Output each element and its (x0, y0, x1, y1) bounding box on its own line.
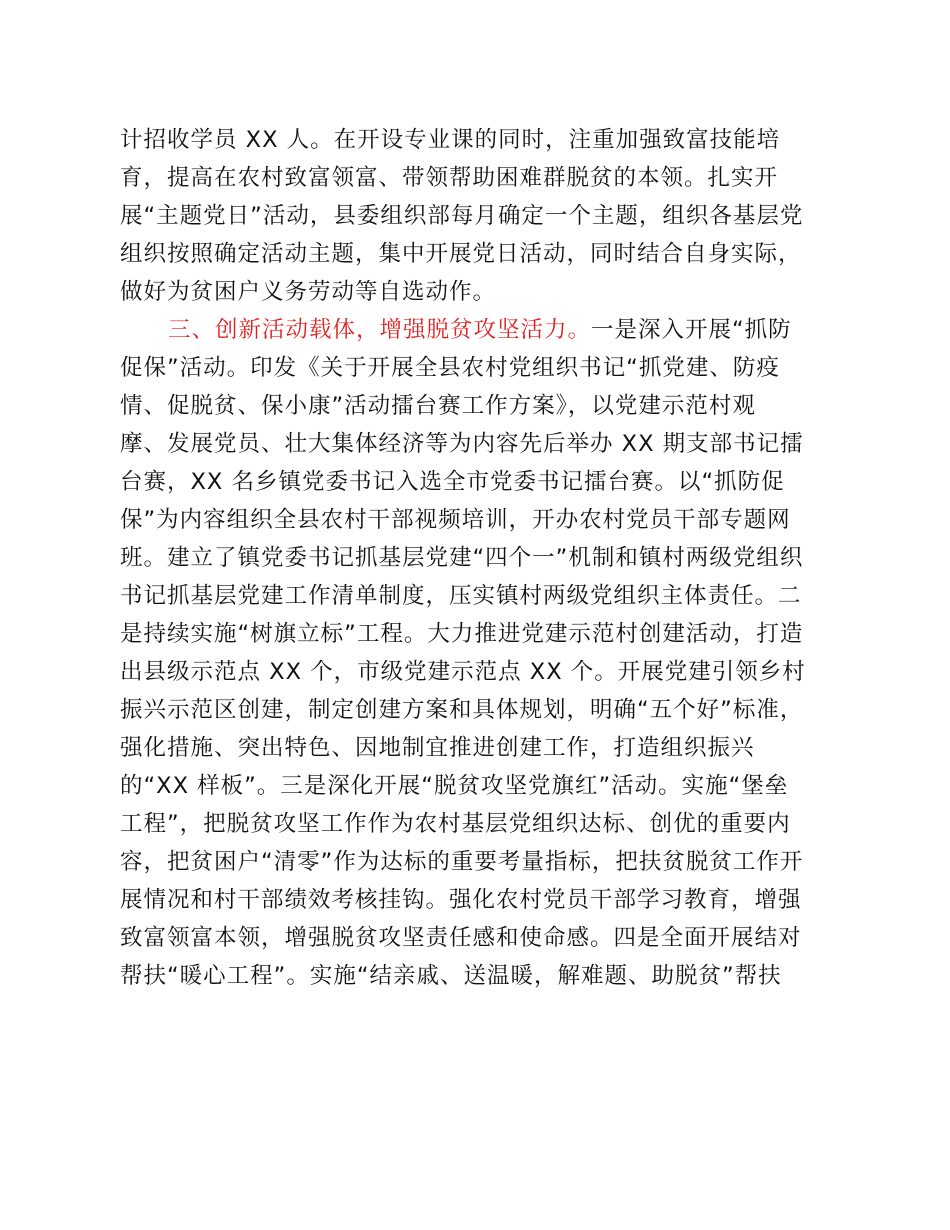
paragraph1-line-2: 育，提高在农村致富领富、带领帮助困难群脱贫的本领。扎实开 (120, 165, 779, 191)
paragraph2-line-6: 班。建立了镇党委书记抓基层党建“四个一”机制和镇村两级党组织 (120, 545, 804, 571)
section3-first-line (120, 311, 830, 349)
paragraph1-line-1: 计招收学员 XX 人。在开设专业课的同时，注重加强致富技能培 (120, 127, 781, 153)
paragraph2-line-17: 帮扶“暖心工程”。实施“结亲戚、送温暖，解难题、助脱贫”帮扶 (120, 963, 782, 989)
section3-first-line-rest: 一是深入开展“抓防 (591, 317, 792, 343)
body-text (120, 121, 830, 995)
paragraph2-line-5: 保”为内容组织全县农村干部视频培训，开办农村党员干部专题网 (120, 507, 791, 533)
paragraph2-line-3: 摩、发展党员、壮大集体经济等为内容先后举办 XX 期支部书记擂 (120, 431, 804, 457)
paragraph2-line-2: 情、促脱贫、保小康”活动擂台赛工作方案》，以党建示范村观 (120, 393, 756, 419)
paragraph2-line-8: 是持续实施“树旗立标”工程。大力推进党建示范村创建活动，打造 (120, 621, 804, 647)
paragraph2-line-1: 促保”活动。印发《关于开展全县农村党组织书记“抓党建、防疫 (120, 355, 780, 381)
paragraph2-line-15: 展情况和村干部绩效考核挂钩。强化农村党员干部学习教育，增强 (120, 887, 802, 913)
paragraph1-line-4: 组织按照确定活动主题，集中开展党日活动，同时结合自身实际， (120, 241, 802, 267)
section3-heading: 三、创新活动载体，增强脱贫攻坚活力。 (168, 317, 592, 343)
paragraph1-line-5: 做好为贫困户义务劳动等自选动作。 (120, 279, 497, 305)
paragraph2-line-11: 强化措施、突出特色、因地制宜推进创建工作，打造组织振兴 (120, 735, 755, 761)
paragraph2-line-9: 出县级示范点 XX 个，市级党建示范点 XX 个。开展党建引领乡村 (120, 659, 806, 685)
paragraph2-line-10: 振兴示范区创建，制定创建方案和具体规划，明确“五个好”标准， (120, 697, 804, 723)
paragraph2-line-16: 致富领富本领，增强脱贫攻坚责任感和使命感。四是全面开展结对 (120, 925, 802, 951)
paragraph2-line-13: 工程”，把脱贫攻坚工作作为农村基层党组织达标、创优的重要内 (120, 811, 791, 837)
paragraph2-line-14: 容，把贫困户“清零”作为达标的重要考量指标，把扶贫脱贫工作开 (120, 849, 804, 875)
paragraph1-line-3: 展“主题党日”活动，县委组织部每月确定一个主题，组织各基层党 (120, 203, 804, 229)
paragraph2-line-7: 书记抓基层党建工作清单制度，压实镇村两级党组织主体责任。二 (120, 583, 802, 609)
paragraph2-line-4: 台赛，XX 名乡镇党委书记入选全市党委书记擂台赛。以“抓防促 (120, 469, 785, 495)
paragraph2-line-12: 的“XX 样板”。三是深化开展“脱贫攻坚党旗红”活动。实施“堡垒 (120, 773, 789, 799)
